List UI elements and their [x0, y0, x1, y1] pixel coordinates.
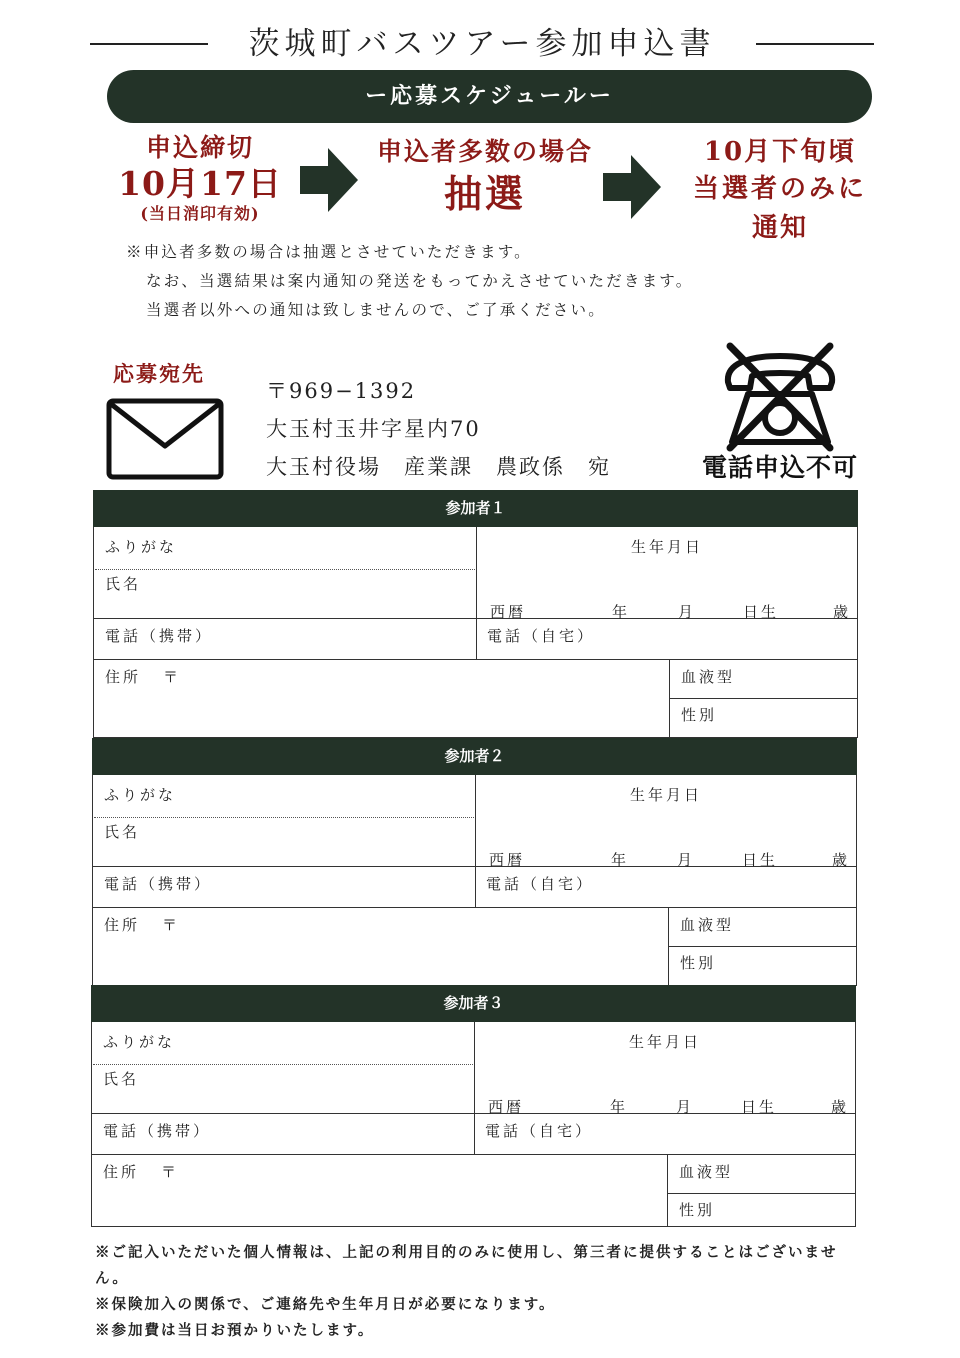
name-input[interactable]: [203, 576, 467, 612]
notify-line3: 通知: [751, 213, 808, 243]
deadline-note: (当日消印有効): [140, 204, 260, 223]
blood-divider: [667, 1154, 668, 1227]
day-label: 日生: [741, 1098, 778, 1116]
address-label: 住所: [105, 668, 142, 686]
lottery-notes: [126, 238, 693, 325]
postal-code: 〒969−1392: [266, 379, 417, 403]
blood-gender-divider: [668, 946, 857, 947]
arrow-right-icon: [603, 155, 663, 219]
year-label: 年: [612, 603, 631, 621]
postal-mark: 〒: [163, 668, 182, 686]
address-label: 住所: [103, 1163, 140, 1181]
gender-label: 性別: [681, 706, 718, 724]
age-label: 歳: [832, 851, 851, 869]
birthdate-label: 生年月日: [630, 786, 703, 804]
seireki-label: 西暦: [488, 1098, 525, 1116]
note-line: 当選者以外への通知は致しませんので、ご了承ください。: [146, 301, 606, 319]
mobile-phone-input[interactable]: [222, 872, 466, 902]
deadline-date: 10月17日: [118, 164, 282, 203]
row-divider: [93, 659, 858, 660]
birthdate-label: 生年月日: [629, 1033, 702, 1051]
deadline-heading: 申込締切: [145, 133, 254, 162]
address-input[interactable]: [183, 1161, 657, 1223]
birthdate-label: 生年月日: [631, 538, 704, 556]
arrow-right-icon: [300, 148, 360, 212]
schedule-banner: ー応募スケジュールー: [107, 70, 872, 123]
address-line1: 大玉村玉井字星内70: [266, 417, 481, 441]
age-label: 歳: [831, 1098, 850, 1116]
home-phone-label: 電話（自宅）: [486, 875, 595, 893]
furigana-divider: [95, 569, 475, 570]
furigana-label: ふりがな: [104, 786, 177, 804]
home-phone-label: 電話（自宅）: [485, 1122, 594, 1140]
footer-line: ※参加費は当日お預かりいたします。: [95, 1322, 375, 1339]
participant-block: [92, 738, 857, 986]
gender-label: 性別: [680, 954, 717, 972]
participant-block: [91, 985, 856, 1233]
page-title: 茨城町バスツアー参加申込書: [248, 26, 716, 62]
month-label: 月: [677, 851, 696, 869]
furigana-input[interactable]: [202, 780, 466, 808]
name-label: 氏名: [103, 1070, 140, 1088]
birthdate-divider: [475, 775, 476, 907]
title-rule-right: [756, 43, 874, 45]
address-line2: 大玉村役場 産業課 農政係 宛: [266, 455, 611, 479]
notify-line2: 当選者のみに: [692, 174, 867, 204]
furigana-label: ふりがな: [103, 1033, 176, 1051]
participant-title: 参加者２: [92, 738, 857, 775]
step-notify: [665, 134, 895, 248]
note-line: なお、当選結果は案内通知の発送をもってかえさせていただきます。: [146, 272, 694, 290]
furigana-input[interactable]: [203, 532, 467, 560]
address-heading: 応募宛先: [113, 361, 205, 386]
address-input[interactable]: [185, 666, 659, 728]
seireki-label: 西暦: [489, 851, 526, 869]
address-label: 住所: [104, 916, 141, 934]
year-label: 年: [611, 851, 630, 869]
participant-title: 参加者１: [93, 490, 858, 527]
row-divider: [92, 907, 857, 908]
birthdate-divider: [474, 1022, 475, 1154]
day-label: 日生: [742, 851, 779, 869]
gender-label: 性別: [679, 1201, 716, 1219]
home-phone-input[interactable]: [605, 624, 849, 654]
furigana-divider: [93, 1064, 473, 1065]
step-deadline: [105, 132, 295, 224]
participant-title: 参加者３: [91, 985, 856, 1022]
name-label: 氏名: [104, 823, 141, 841]
name-label: 氏名: [105, 575, 142, 593]
lottery-text: 抽選: [443, 171, 526, 216]
name-input[interactable]: [201, 1071, 465, 1107]
birthdate-divider: [476, 527, 477, 659]
month-label: 月: [678, 603, 697, 621]
row-divider: [91, 1154, 856, 1155]
name-input[interactable]: [202, 824, 466, 860]
blood-gender-divider: [669, 698, 858, 699]
blood-type-label: 血液型: [681, 668, 736, 686]
mobile-phone-label: 電話（携帯）: [105, 627, 214, 645]
seireki-label: 西暦: [490, 603, 527, 621]
lottery-heading: 申込者多数の場合: [376, 137, 593, 166]
title-row: [90, 22, 874, 66]
mobile-phone-label: 電話（携帯）: [104, 875, 213, 893]
mailing-address: [266, 372, 611, 486]
mobile-phone-label: 電話（携帯）: [103, 1122, 212, 1140]
address-input[interactable]: [184, 914, 658, 976]
phone-not-accepted: 電話申込不可: [701, 453, 858, 482]
year-label: 年: [610, 1098, 629, 1116]
blood-type-label: 血液型: [679, 1163, 734, 1181]
home-phone-input[interactable]: [603, 1119, 847, 1149]
home-phone-input[interactable]: [604, 872, 848, 902]
furigana-divider: [94, 817, 474, 818]
age-label: 歳: [833, 603, 852, 621]
envelope-icon: [106, 398, 224, 480]
furigana-label: ふりがな: [105, 538, 178, 556]
mobile-phone-input[interactable]: [221, 1119, 465, 1149]
notify-line1: 10月下旬頃: [703, 137, 857, 167]
step-lottery: [360, 135, 610, 219]
mobile-phone-input[interactable]: [223, 624, 467, 654]
participant-block: [93, 490, 858, 738]
footer-notes: [95, 1240, 865, 1344]
footer-line: ※ご記入いただいた個人情報は、上記の利用目的のみに使用し、第三者に提供することはございません。: [95, 1244, 838, 1287]
month-label: 月: [676, 1098, 695, 1116]
phone-crossed-icon: [718, 342, 842, 452]
note-line: ※申込者多数の場合は抽選とさせていただきます。: [126, 243, 532, 261]
postal-mark: 〒: [162, 916, 181, 934]
blood-type-label: 血液型: [680, 916, 735, 934]
postal-mark: 〒: [161, 1163, 180, 1181]
furigana-input[interactable]: [201, 1027, 465, 1055]
footer-line: ※保険加入の関係で、ご連絡先や生年月日が必要になります。: [95, 1296, 556, 1313]
day-label: 日生: [743, 603, 780, 621]
blood-gender-divider: [667, 1193, 856, 1194]
home-phone-label: 電話（自宅）: [487, 627, 596, 645]
